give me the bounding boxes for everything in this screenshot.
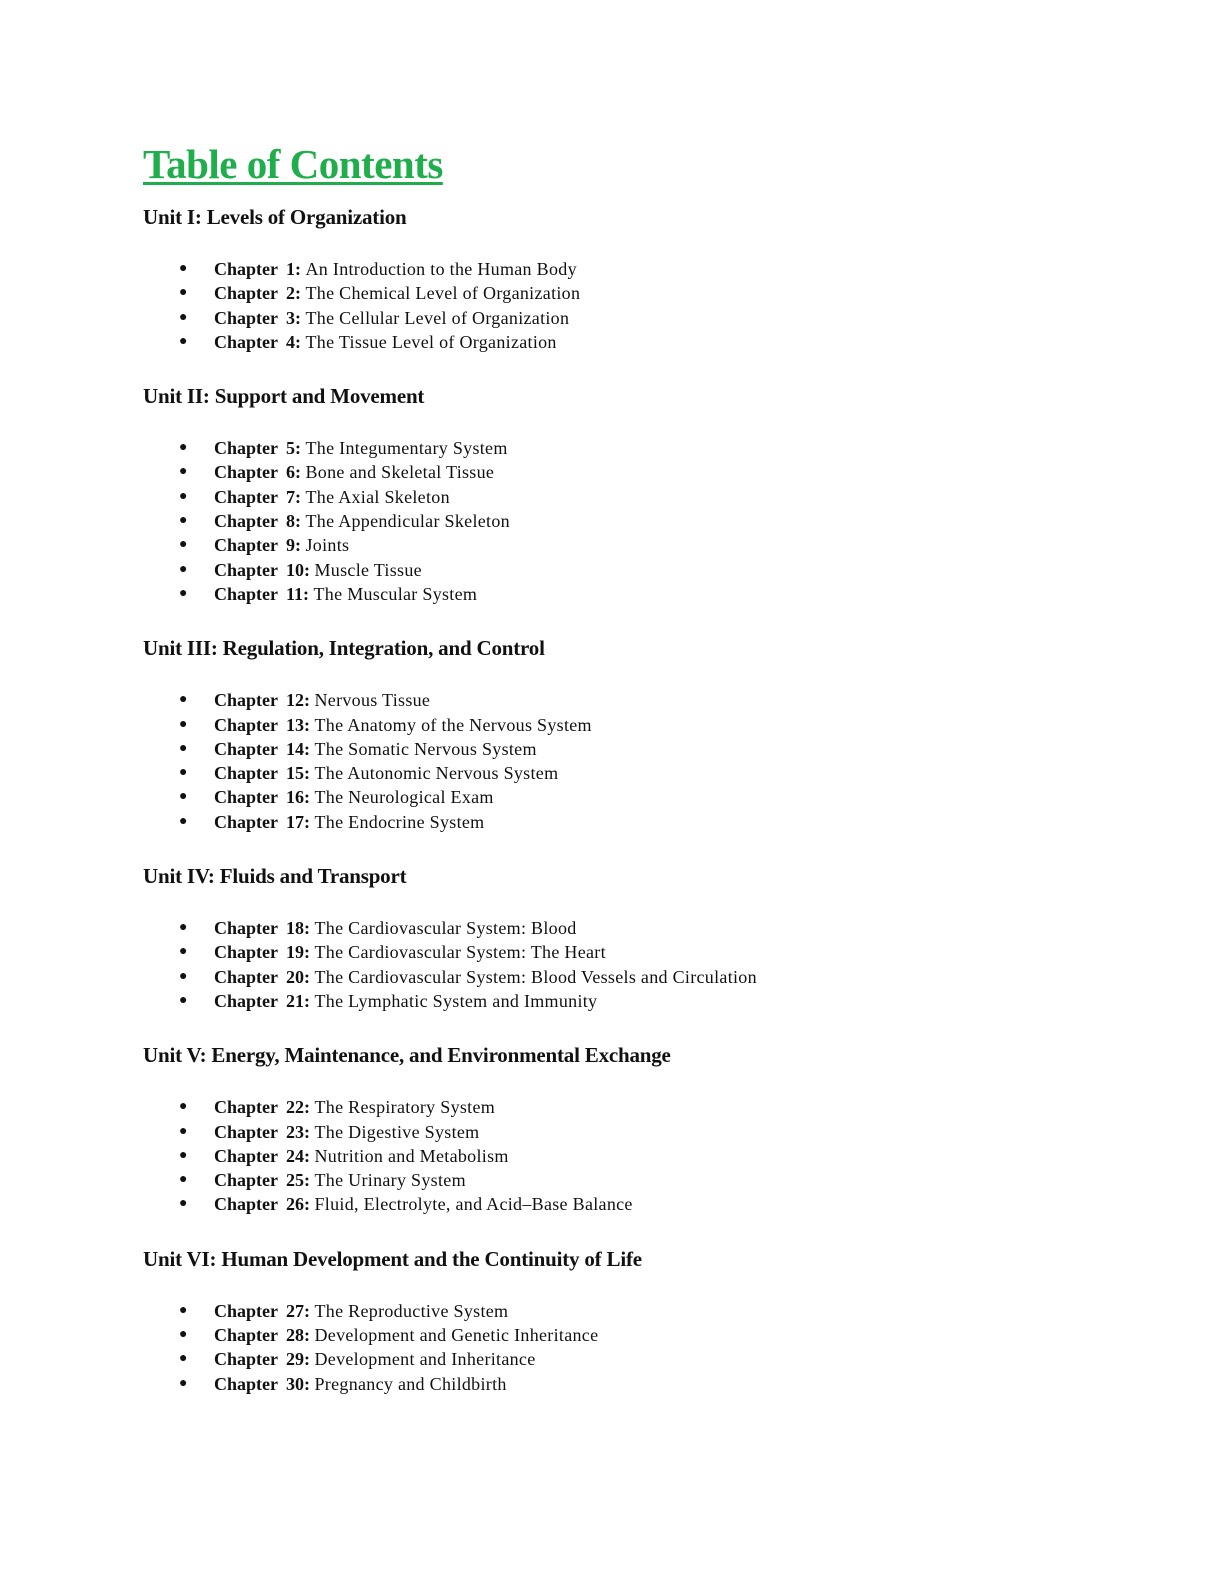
chapter-title: Development and Inheritance [314,1349,536,1370]
chapter-number: 10: [286,559,310,580]
chapter-label: Chapter [214,535,278,556]
chapter-label: Chapter [214,438,278,459]
chapter-number: 16: [286,787,310,808]
chapter-number: 27: [286,1300,310,1321]
chapter-label: Chapter [214,1325,278,1346]
bullet-icon: ● [179,1123,188,1139]
bullet-icon: ● [179,992,188,1008]
chapter-number: 25: [286,1170,310,1191]
chapter-number: 12: [286,690,310,711]
chapter-title: The Autonomic Nervous System [314,763,559,784]
chapter-list [143,688,1143,834]
chapter-title: Muscle Tissue [314,559,422,580]
bullet-icon: ● [179,1327,188,1343]
chapter-number: 21: [286,990,310,1011]
chapter-number: 14: [286,738,310,759]
chapter-list-item [143,989,1143,1013]
chapter-title: The Somatic Nervous System [314,738,537,759]
bullet-icon: ● [179,585,188,601]
unit-heading: Unit V: Energy, Maintenance, and Environmental Exchange [143,1043,671,1068]
chapter-list-item [143,688,1143,712]
bullet-icon: ● [179,333,188,349]
chapter-list-item [143,785,1143,809]
unit-heading: Unit III: Regulation, Integration, and Control [143,636,545,661]
page-title: Table of Contents [143,141,443,187]
chapter-label: Chapter [214,738,278,759]
bullet-icon: ● [179,1196,188,1212]
bullet-icon: ● [179,537,188,553]
unit-section [143,205,1143,354]
unit-heading: Unit VI: Human Development and the Continuity of Life [143,1246,642,1271]
chapter-label: Chapter [214,583,278,604]
chapter-title: The Integumentary System [305,438,508,459]
bullet-icon: ● [179,813,188,829]
chapter-label: Chapter [214,918,278,939]
unit-section [143,1043,1143,1216]
chapter-list-item [143,965,1143,989]
chapter-title: The Chemical Level of Organization [305,283,581,304]
bullet-icon: ● [179,1099,188,1115]
chapter-title: The Reproductive System [314,1300,509,1321]
bullet-icon: ● [179,740,188,756]
chapter-title: The Axial Skeleton [305,486,450,507]
chapter-number: 8: [286,511,301,532]
chapter-list-item [143,940,1143,964]
chapter-list-item [143,1347,1143,1371]
chapter-number: 17: [286,811,310,832]
chapter-number: 11: [286,583,310,604]
bullet-icon: ● [179,944,188,960]
chapter-title: Pregnancy and Childbirth [314,1373,507,1394]
bullet-icon: ● [179,1147,188,1163]
chapter-label: Chapter [214,942,278,963]
chapter-number: 2: [286,283,301,304]
chapter-list-item [143,1192,1143,1216]
bullet-icon: ● [179,692,188,708]
chapter-list-item [143,761,1143,785]
chapter-title: The Muscular System [313,583,478,604]
chapter-label: Chapter [214,787,278,808]
bullet-icon: ● [179,309,188,325]
chapter-list-item [143,509,1143,533]
chapter-title: Joints [305,535,350,556]
bullet-icon: ● [179,513,188,529]
chapter-list-item [143,1144,1143,1168]
chapter-title: The Digestive System [314,1121,480,1142]
chapter-label: Chapter [214,1170,278,1191]
chapter-list-item [143,1299,1143,1323]
bullet-icon: ● [179,440,188,456]
chapter-label: Chapter [214,966,278,987]
chapter-label: Chapter [214,511,278,532]
chapter-number: 1: [286,259,301,279]
chapter-label: Chapter [214,1121,278,1142]
chapter-list-item [143,485,1143,509]
chapter-label: Chapter [214,1194,278,1215]
chapter-title: The Endocrine System [314,811,485,832]
chapter-number: 9: [286,535,301,556]
chapter-number: 13: [286,714,310,735]
chapter-list-item [143,436,1143,460]
chapter-number: 30: [286,1373,310,1394]
chapter-list-item [143,916,1143,940]
chapter-number: 20: [286,966,310,987]
chapter-label: Chapter [214,307,278,328]
chapter-title: The Cellular Level of Organization [305,307,570,328]
chapter-title: Nutrition and Metabolism [314,1145,509,1166]
chapter-title: The Respiratory System [314,1097,496,1118]
chapter-list-item [143,257,1143,281]
unit-section [143,636,1143,834]
chapter-list-item [143,1095,1143,1119]
chapter-list-item [143,1323,1143,1347]
chapter-list-item [143,713,1143,737]
chapter-label: Chapter [214,331,278,352]
chapter-list-item [143,810,1143,834]
chapter-number: 5: [286,438,301,459]
chapter-list-item [143,1372,1143,1396]
chapter-title: Nervous Tissue [314,690,431,711]
chapter-number: 7: [286,486,301,507]
unit-section [143,384,1143,606]
chapter-list-item [143,281,1143,305]
chapter-number: 24: [286,1145,310,1166]
chapter-number: 19: [286,942,310,963]
chapter-label: Chapter [214,811,278,832]
chapter-title: The Cardiovascular System: The Heart [314,942,606,963]
bullet-icon: ● [179,464,188,480]
chapter-number: 22: [286,1097,310,1118]
chapter-label: Chapter [214,1373,278,1394]
chapter-list-item [143,582,1143,606]
chapter-number: 26: [286,1194,310,1215]
chapter-list [143,436,1143,606]
bullet-icon: ● [179,488,188,504]
chapter-list-item [143,1168,1143,1192]
chapter-list-item [143,558,1143,582]
chapter-list-item [143,460,1143,484]
chapter-title: The Cardiovascular System: Blood Vessels and Circulation [314,966,757,987]
chapter-list-item [143,1120,1143,1144]
chapter-number: 4: [286,331,301,352]
chapter-list-item [143,330,1143,354]
bullet-icon: ● [179,1172,188,1188]
unit-heading: Unit I: Levels of Organization [143,205,407,229]
chapter-number: 18: [286,918,310,939]
bullet-icon: ● [179,920,188,936]
chapter-title: The Tissue Level of Organization [305,331,557,352]
chapter-label: Chapter [214,714,278,735]
chapter-number: 15: [286,763,310,784]
units-container [143,205,1143,1396]
unit-section [143,1247,1143,1396]
chapter-title: The Anatomy of the Nervous System [314,714,592,735]
chapter-title: Bone and Skeletal Tissue [305,462,495,483]
bullet-icon: ● [179,789,188,805]
chapter-list [143,1299,1143,1396]
unit-heading: Unit IV: Fluids and Transport [143,864,407,889]
bullet-icon: ● [179,765,188,781]
bullet-icon: ● [179,716,188,732]
chapter-title: An Introduction to the Human Body [305,259,577,279]
chapter-title: The Appendicular Skeleton [305,511,510,532]
chapter-number: 29: [286,1349,310,1370]
chapter-label: Chapter [214,283,278,304]
chapter-label: Chapter [214,486,278,507]
chapter-label: Chapter [214,690,278,711]
chapter-label: Chapter [214,559,278,580]
chapter-number: 3: [286,307,301,328]
chapter-list-item [143,737,1143,761]
chapter-title: Development and Genetic Inheritance [314,1325,599,1346]
document-page [143,140,1143,1426]
chapter-label: Chapter [214,462,278,483]
chapter-title: The Cardiovascular System: Blood [314,918,577,939]
chapter-label: Chapter [214,990,278,1011]
chapter-list [143,916,1143,1013]
chapter-list-item [143,306,1143,330]
bullet-icon: ● [179,1375,188,1391]
chapter-list [143,1095,1143,1216]
chapter-title: The Urinary System [314,1170,466,1191]
chapter-label: Chapter [214,259,278,279]
bullet-icon: ● [179,1302,188,1318]
unit-heading: Unit II: Support and Movement [143,384,425,409]
chapter-label: Chapter [214,1349,278,1370]
chapter-list-item [143,533,1143,557]
bullet-icon: ● [179,1351,188,1367]
chapter-number: 23: [286,1121,310,1142]
chapter-title: The Lymphatic System and Immunity [314,990,598,1011]
chapter-label: Chapter [214,763,278,784]
chapter-label: Chapter [214,1145,278,1166]
chapter-label: Chapter [214,1097,278,1118]
bullet-icon: ● [179,285,188,301]
bullet-icon: ● [179,968,188,984]
chapter-title: Fluid, Electrolyte, and Acid–Base Balance [314,1194,633,1215]
chapter-title: The Neurological Exam [314,787,494,808]
chapter-number: 28: [286,1325,310,1346]
chapter-number: 6: [286,462,301,483]
bullet-icon: ● [179,561,188,577]
unit-section [143,864,1143,1013]
chapter-label: Chapter [214,1300,278,1321]
chapter-list [143,257,1143,354]
bullet-icon: ● [179,261,188,276]
